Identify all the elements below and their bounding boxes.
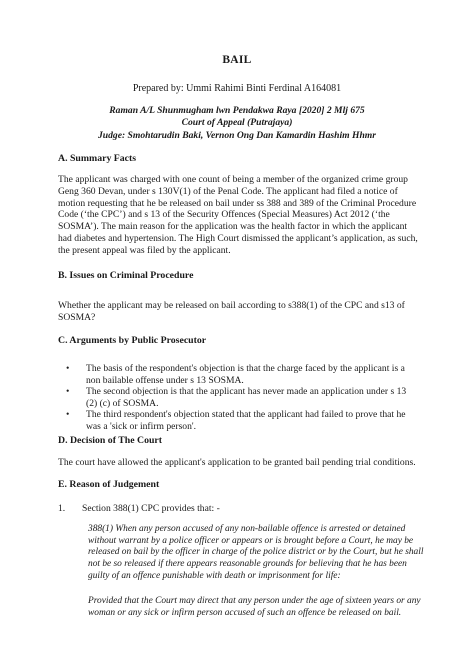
paragraph-line: Geng 360 Devan, under s 130V(1) of the Penal Code. The applicant had filed a notice of xyxy=(58,185,398,197)
statute-quote xyxy=(88,524,424,583)
bullet-icon: • xyxy=(66,409,70,421)
paragraph-line: Code (‘the CPC’) and s 13 of the Security Offences (Special Measures) Act 2012 (‘the xyxy=(58,209,390,221)
bullet-icon: • xyxy=(66,386,70,398)
quote-line: 388(1) When any person accused of any non-bailable offence is arrested or detained xyxy=(88,524,406,534)
list-item-line: The third respondent's objection stated that the applicant had failed to prove that he xyxy=(86,409,406,421)
paragraph-line: The court have allowed the applicant's application to be granted bail pending trial conditions. xyxy=(58,457,416,468)
document-title: BAIL xyxy=(222,54,252,66)
list-item-line: was a 'sick or infirm person'. xyxy=(86,420,197,432)
section-b-heading: B. Issues on Criminal Procedure xyxy=(58,270,194,281)
court-name: Court of Appeal (Putrajaya) xyxy=(181,117,293,129)
item-text: Section 388(1) CPC provides that: - xyxy=(82,503,220,514)
list-item xyxy=(58,386,428,409)
decision-paragraph xyxy=(58,457,420,469)
judges: Judge: Smohtarudin Baki, Vernon Ong Dan Kamardin Hashim Hhmr xyxy=(97,129,377,141)
quote-line: guilty of an offence punishable with death or imprisonment for life: xyxy=(88,570,341,581)
summary-facts-paragraph xyxy=(58,174,420,257)
paragraph-line: The applicant was charged with one count of being a member of the organized crime group xyxy=(58,174,408,185)
case-name: Raman A/L Shunmugham lwn Pendakwa Raya [2020] 2 Mlj 675 xyxy=(109,105,365,116)
list-item-line: non bailable offense under s 13 SOSMA. xyxy=(86,374,244,386)
bullet-icon: • xyxy=(66,363,70,374)
prepared-by: Prepared by: Ummi Rahimi Binti Ferdinal A164081 xyxy=(132,83,342,94)
item-number: 1. xyxy=(58,503,66,514)
list-item xyxy=(58,409,428,432)
numbered-item xyxy=(58,503,220,514)
quote-line: without warrant by a police officer or appears or is brought before a Court, he may be xyxy=(88,535,414,546)
statute-proviso xyxy=(88,596,424,619)
list-item-line: (2) (c) of SOSMA. xyxy=(86,397,159,409)
paragraph-line: SOSMA’). The main reason for the application was the health factor in which the applicant xyxy=(58,221,408,233)
paragraph-line: Whether the applicant may be released on bail according to s388(1) of the CPC and s13 of xyxy=(58,300,405,311)
list-item-line: The basis of the respondent's objection is that the charge faced by the applicant is a xyxy=(86,363,405,374)
paragraph-line: SOSMA? xyxy=(58,311,96,323)
case-citation xyxy=(0,105,474,142)
list-item xyxy=(58,363,428,386)
quote-line: woman or any sick or infirm person accused of such an offence be released on bail. xyxy=(88,607,402,618)
section-e-heading: E. Reason of Judgement xyxy=(58,479,160,490)
issues-paragraph xyxy=(58,300,420,324)
paragraph-line: motion requesting that he be released on bail under ss 388 and 389 of the Criminal Procedure xyxy=(58,197,417,209)
section-d-heading: D. Decision of The Court xyxy=(58,435,163,446)
arguments-list xyxy=(58,363,428,433)
quote-line: released on bail by the officer in charge of the police district or by the Court, but he shall xyxy=(88,547,424,558)
quote-line: Provided that the Court may direct that any person under the age of sixteen years or any xyxy=(88,596,421,606)
section-c-heading: C. Arguments by Public Prosecutor xyxy=(58,335,207,346)
paragraph-line: had diabetes and hypertension. The High Court dismissed the applicant’s application, as such, xyxy=(58,232,418,244)
list-item-line: The second objection is that the applicant has never made an application under s 13 xyxy=(86,386,407,398)
section-a-heading: A. Summary Facts xyxy=(58,153,137,164)
quote-line: not be so released if there appears reasonable grounds for believing that he has been xyxy=(88,559,407,570)
paragraph-line: the present appeal was filed by the applicant. xyxy=(58,244,231,256)
